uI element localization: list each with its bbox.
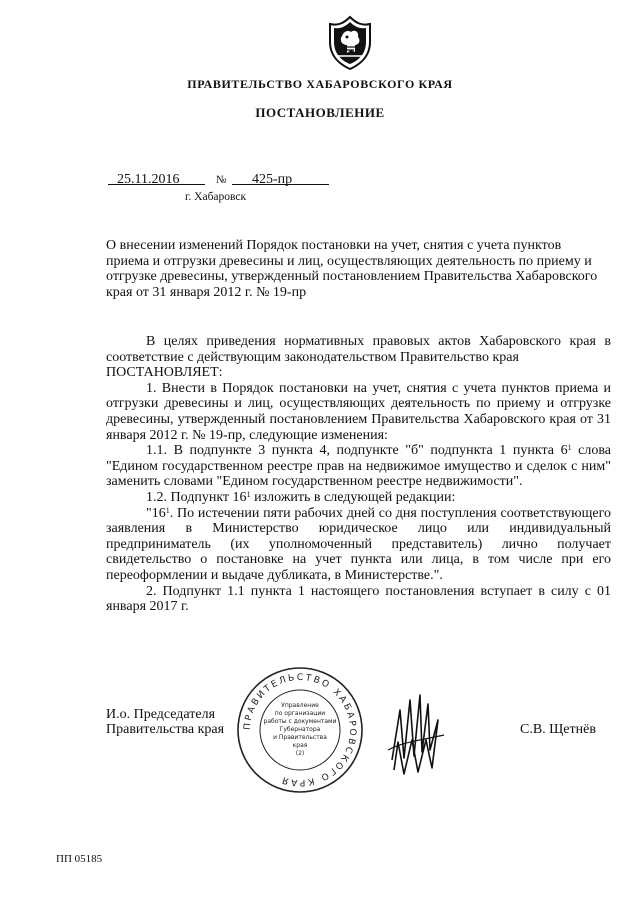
seal-ring-text: ПРАВИТЕЛЬСТВО ХАБАРОВСКОГО КРАЯ [242,672,358,788]
svg-text:и Правительства: и Правительства [273,734,327,741]
document-city: г. Хабаровск [185,191,247,203]
footer-code: ПП 05185 [56,853,103,865]
paragraph-item-2: 2. Подпункт 1.1 пункта 1 настоящего постановления вступает в силу с 01 января 2017 г. [106,583,611,615]
svg-text:работы с документами: работы с документами [263,718,337,725]
coat-of-arms-icon [327,14,373,70]
signatory-name: С.В. Щетнёв [520,722,596,737]
official-seal [236,666,364,794]
paragraph-item-1-2: 1.2. Подпункт $16^1$ изложить в следующей редакции: [146,489,456,505]
svg-text:(2): (2) [295,750,305,757]
svg-text:по организации: по организации [274,710,326,717]
paragraph-preamble: В целях приведения нормативных правовых актов Хабаровского края в соответствие с действующим законодательством Правительство края [106,334,611,365]
signatory-position: И.о. Председателя Правительства края [106,707,225,737]
document-number: 425-пр [252,172,293,187]
document-type: ПОСТАНОВЛЕНИЕ [255,105,385,120]
document-subject: О внесении изменений Порядок постановки на учет, снятия с учета пунктов приема и отгрузки древесины и лиц, осуществляющих деятельность по приему и отгрузке древесины, утвержденный постановлением Правительства Хабаровского края от 31 января 2012 г. № 19-пр [106,238,598,300]
handwritten-signature [382,680,452,780]
svg-text:края: края [292,742,308,749]
paragraph-item-1: 1. Внести в Порядок постановки на учет, снятия с учета пунктов приема и отгрузки древесины и лиц, осуществляющих деятельность по приему и отгрузке древесины, утвержденный постановлением Правительства Хабаровского края от 31 января 2012 г. № 19-пр, следующие изменения: [106,380,611,443]
paragraph-quote: "$16^1$. По истечении пяти рабочих дней со дня поступления соответствующего заявления в Министерство юридическое лицо или индивидуальный предприниматель (их уполномоченный представитель) лично получает свидетельство о постановке на учет пункта или лица, в том числе при его переоформлении и выдаче дубликата, в Министерстве.". [106,505,611,583]
paragraph-resolves: ПОСТАНОВЛЯЕТ: [106,365,223,381]
document-date: 25.11.2016 [117,172,180,187]
government-title: ПРАВИТЕЛЬСТВО ХАБАРОВСКОГО КРАЯ [187,77,453,91]
document-body [106,334,611,615]
number-sign: № [216,174,227,186]
paragraph-item-1-1: 1.1. В подпункте 3 пункта 4, подпункте "б" подпункта 1 пункта $6^1$ слова "Едином государственном реестре прав на недвижимое имущество и сделок с ним" заменить словами "Едином государственном реестре недвижимости". [106,443,611,490]
svg-text:Управление: Управление [281,702,319,709]
svg-text:Губернатора: Губернатора [279,726,321,733]
